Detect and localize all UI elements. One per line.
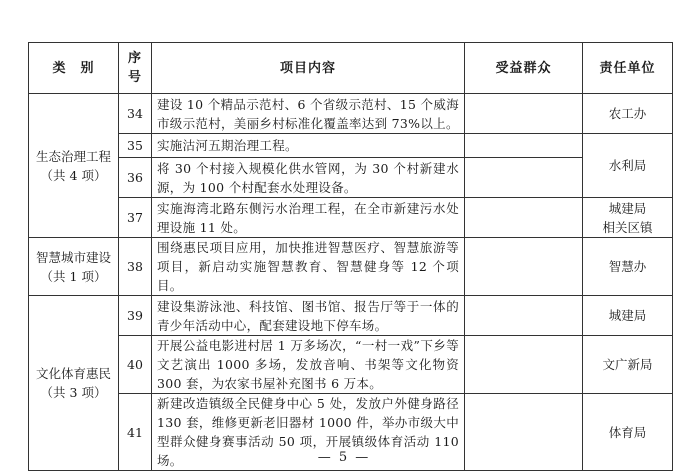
group-name: 生态治理工程: [35, 148, 111, 164]
content-cell: 建设 10 个精品示范村、6 个省级示范村、15 个威海市级示范村，美丽乡村标准化覆盖率达到 73%以上。: [152, 94, 465, 134]
page-number: — 5 —: [317, 450, 371, 465]
seq-cell: 41: [119, 394, 152, 471]
header-responsible: 责任单位: [583, 43, 673, 94]
header-row: [29, 43, 673, 94]
beneficiaries-cell: [465, 94, 583, 134]
unit-line-1: 城建局: [608, 200, 647, 216]
unit-cell: 体育局: [583, 394, 673, 471]
seq-cell: 34: [119, 94, 152, 134]
group-name: 文化体育惠民: [35, 366, 111, 381]
seq-cell: 35: [119, 134, 152, 158]
group-count: （共 3 项）: [40, 385, 107, 400]
content-cell: 围绕惠民项目应用，加快推进智慧医疗、智慧旅游等项目，新启动实施智慧教育、智慧健身等 12 个项目。: [152, 238, 465, 296]
group-cell: [29, 296, 119, 471]
unit-line-2: 相关区镇: [602, 219, 653, 235]
unit-cell: [583, 198, 673, 238]
unit-cell: 智慧办: [583, 238, 673, 296]
beneficiaries-cell: [465, 158, 583, 198]
table-row: [29, 238, 673, 296]
seq-cell: 37: [119, 198, 152, 238]
table-row: [29, 336, 673, 394]
beneficiaries-cell: [465, 134, 583, 158]
content-cell: 开展公益电影进村居 1 万多场次，“一村一戏”下乡等文艺演出 1000 多场，发放音响、书架等文化物资 300 套，为农家书屋补充图书 6 万本。: [152, 336, 465, 394]
beneficiaries-cell: [465, 198, 583, 238]
group-count: （共 4 项）: [40, 167, 107, 183]
beneficiaries-cell: [465, 238, 583, 296]
group-count: （共 1 项）: [40, 268, 107, 284]
group-cell: [29, 94, 119, 238]
table-row: [29, 198, 673, 238]
unit-cell: 文广新局: [583, 336, 673, 394]
content-cell: 新建改造镇级全民健身中心 5 处，发放户外健身路径 130 套，维修更新老旧器材 1000 件，举办市级大中型群众健身赛事活动 50 项，开展镇级体育活动 110 场。: [152, 394, 465, 471]
seq-cell: 36: [119, 158, 152, 198]
content-cell: 实施海湾北路东侧污水治理工程，在全市新建污水处理设施 11 处。: [152, 198, 465, 238]
content-cell: 实施沽河五期治理工程。: [152, 134, 465, 158]
group-cell: [29, 238, 119, 296]
beneficiaries-cell: [465, 296, 583, 336]
group-name: 智慧城市建设: [35, 249, 111, 265]
header-content: 项目内容: [152, 43, 465, 94]
project-table: [28, 42, 673, 471]
table-row: [29, 134, 673, 158]
content-cell: 将 30 个村接入规模化供水管网，为 30 个村新建水源，为 100 个村配套水处理设备。: [152, 158, 465, 198]
content-cell: 建设集游泳池、科技馆、图书馆、报告厅等于一体的青少年活动中心，配套建设地下停车场。: [152, 296, 465, 336]
unit-cell: 城建局: [583, 296, 673, 336]
unit-cell: 水利局: [583, 134, 673, 198]
beneficiaries-cell: [465, 336, 583, 394]
table-row: [29, 158, 673, 198]
header-seq: 序号: [119, 43, 152, 94]
table-row: [29, 94, 673, 134]
seq-cell: 39: [119, 296, 152, 336]
unit-cell: 农工办: [583, 94, 673, 134]
seq-cell: 38: [119, 238, 152, 296]
header-category: 类 别: [29, 43, 119, 94]
seq-cell: 40: [119, 336, 152, 394]
header-beneficiaries: 受益群众: [465, 43, 583, 94]
table-row: [29, 296, 673, 336]
